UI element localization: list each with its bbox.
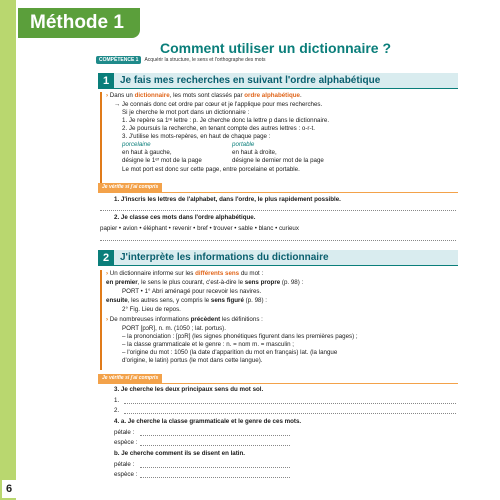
exercise-4b-title: b. Je cherche comment ils se disent en latin. — [114, 450, 246, 457]
keyword-right-word: portable — [232, 141, 255, 148]
port-definition-2: 2° Fig. Lieu de repos. — [122, 306, 181, 313]
exercise-2-title: 2. Je classe ces mots dans l'ordre alphabétique. — [114, 214, 256, 221]
answer-line[interactable] — [124, 403, 456, 404]
exercise-3-title: 3. Je cherche les deux principaux sens du mot sol. — [114, 386, 264, 393]
then-ref: (p. 98) : — [243, 297, 267, 304]
competence-row — [96, 56, 265, 64]
section-1-title: Je fais mes recherches en suivant l'ordre alphabétique — [114, 73, 458, 89]
intro-text-c: du mot : — [239, 270, 264, 277]
answer-line[interactable] — [124, 413, 456, 414]
keyword-left-word: porcelaine — [122, 141, 151, 148]
competence-badge: COMPÉTENCE 1 — [96, 56, 141, 64]
example-intro: Si je cherche le mot port dans un dictionnaire : — [122, 109, 250, 116]
keyword-left-column — [122, 141, 202, 165]
step-1: 1. Je repère sa 1ʳᵉ lettre : p. Je cherche donc la lettre p dans le dictionnaire. — [122, 117, 330, 124]
know-text: Je connais donc cet ordre par cœur et je l'applique pour mes recherches. — [121, 101, 323, 108]
origin-line-1: – l'origine du mot : 1050 (la date d'apparition du mot en français) lat. (la langue — [122, 349, 338, 356]
page-number: 6 — [2, 480, 16, 498]
arrow-icon: › — [106, 92, 109, 99]
answer-line[interactable] — [100, 210, 456, 211]
verify-tab-1: Je vérifie si j'ai compris — [98, 183, 162, 192]
intro-text-a: Dans un — [109, 92, 135, 99]
petale-label-1: pétale : — [114, 429, 135, 436]
precede-label: précèdent — [190, 316, 221, 323]
verify-tab-2: Je vérifie si j'ai compris — [98, 374, 162, 383]
section-2-number: 2 — [98, 250, 114, 266]
competence-text: Acquérir la structure, le sens et l'orthographe des mots — [144, 57, 266, 63]
port-entry-line: PORT [pɔR], n. m. (1050 ; lat. portus). — [122, 325, 226, 332]
many-text-c: les définitions : — [220, 316, 263, 323]
first-sense-line — [106, 279, 303, 287]
section-2-title: J'interprète les informations du dictionnaire — [114, 250, 458, 266]
intro-keyword-order: ordre alphabétique — [244, 92, 300, 99]
section-2-header — [98, 250, 458, 266]
section-1-know — [114, 101, 322, 109]
espece-label-2: espèce : — [114, 471, 138, 478]
section-1-header — [98, 73, 458, 89]
then-text: , les autres sens, y compris le — [127, 297, 211, 304]
section-1-number: 1 — [98, 73, 114, 89]
exercise-4a-title: 4. a. Je cherche la classe grammaticale et le genre de ces mots. — [114, 418, 302, 425]
keyword-left-position: en haut à gauche, — [122, 149, 172, 156]
port-definition-1: PORT • 1° Abri aménagé pour recevoir les navires. — [122, 288, 262, 295]
intro-keyword-senses: différents sens — [195, 270, 240, 277]
intro-text-c: , les mots sont classés par — [169, 92, 245, 99]
intro-text-e: . — [299, 92, 302, 99]
keyword-left-meaning: désigne le 1ᵉʳ mot de la page — [122, 157, 202, 164]
section-1-rule — [100, 92, 102, 187]
arrow-icon: → — [114, 101, 122, 108]
answer-line[interactable] — [140, 477, 290, 478]
many-info-line — [106, 316, 263, 324]
exercise-3-item-2: 2. — [114, 407, 120, 414]
arrow-icon: › — [106, 316, 109, 323]
origin-line-2: d'origine, le latin) portus (le mot dans cette langue). — [122, 357, 263, 364]
first-label: en premier — [106, 279, 138, 286]
arrow-icon: › — [106, 270, 109, 277]
section-2-rule — [100, 270, 102, 370]
section-2-intro — [106, 270, 263, 278]
page-title: Comment utiliser un dictionnaire ? — [160, 40, 392, 56]
then-sense-line — [106, 297, 267, 305]
conclusion-text: Le mot port est donc sur cette page, entre porcelaine et portable. — [122, 166, 300, 173]
section-1-intro — [106, 92, 302, 100]
first-ref: (p. 98) : — [280, 279, 304, 286]
exercise-1-title: 1. J'inscris les lettres de l'alphabet, dans l'ordre, le plus rapidement possible. — [114, 196, 341, 203]
step-2: 2. Je poursuis la recherche, en tenant compte des autres lettres : o-r-t. — [122, 125, 315, 132]
step-3: 3. J'utilise les mots-repères, en haut de chaque page : — [122, 133, 271, 140]
verify-divider-2 — [98, 383, 458, 384]
answer-line[interactable] — [100, 240, 456, 241]
proper-sense-label: sens propre — [244, 279, 281, 286]
many-text-a: De nombreuses informations — [109, 316, 191, 323]
keyword-right-column — [232, 141, 324, 165]
figurative-sense-label: sens figuré — [210, 297, 244, 304]
then-label: ensuite — [106, 297, 128, 304]
petale-label-2: pétale : — [114, 461, 135, 468]
keyword-right-meaning: désigne le dernier mot de la page — [232, 157, 324, 164]
espece-label-1: espèce : — [114, 439, 138, 446]
pronunciation-line: – la prononciation : [pɔR] (les signes phonétiques figurent dans les premières pages) ; — [122, 333, 358, 340]
intro-keyword-dictionary: dictionnaire — [134, 92, 170, 99]
intro-text-a: Un dictionnaire informe sur les — [109, 270, 196, 277]
answer-line[interactable] — [140, 467, 290, 468]
exercise-3-item-1: 1. — [114, 397, 120, 404]
verify-divider-1 — [98, 192, 458, 193]
first-text: , le sens le plus courant, c'est-à-dire le — [137, 279, 245, 286]
grammar-line: – la classe grammaticale et le genre : n. = nom m. = masculin ; — [122, 341, 294, 348]
margin-stripe — [0, 0, 16, 500]
word-list: papier • avion • éléphant • revenir • bref • trouver • sable • blanc • curieux — [100, 225, 299, 232]
keyword-right-position: en haut à droite, — [232, 149, 277, 156]
answer-line[interactable] — [140, 435, 290, 436]
answer-line[interactable] — [140, 445, 290, 446]
method-tab: Méthode 1 — [18, 8, 140, 38]
